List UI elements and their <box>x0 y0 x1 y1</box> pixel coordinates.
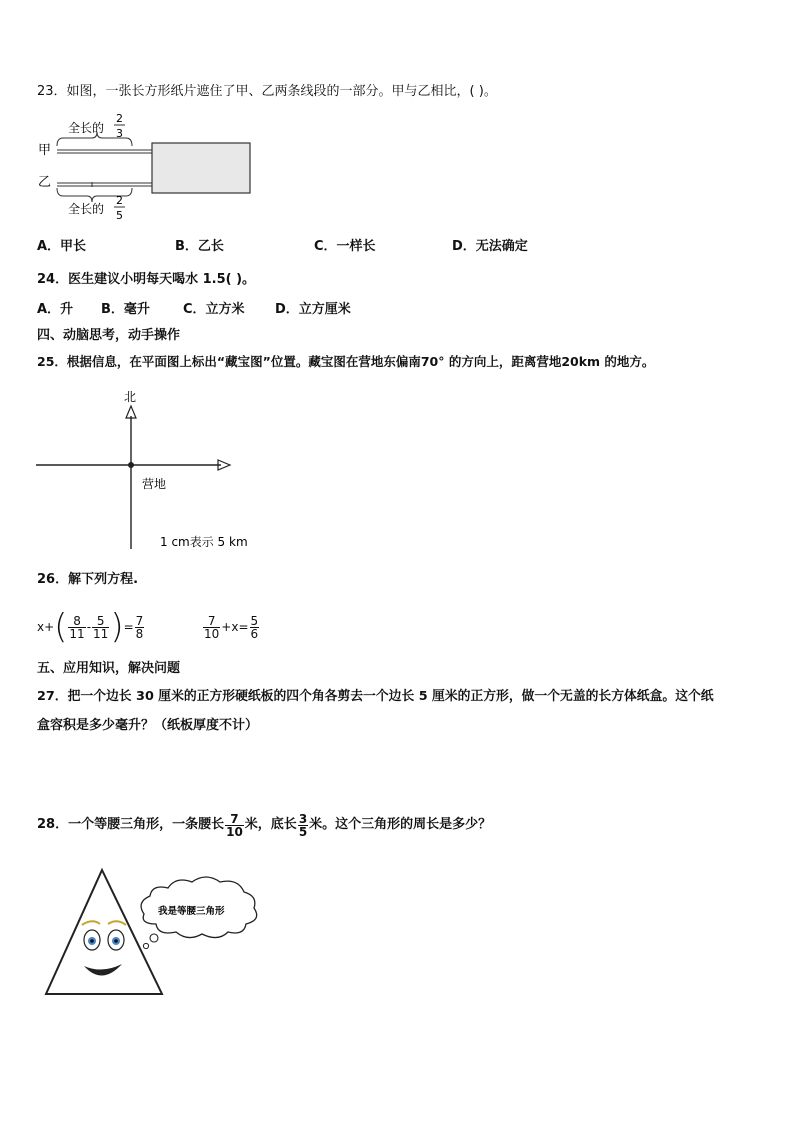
eq1-equals: = <box>123 620 134 634</box>
triangle-body <box>46 870 162 994</box>
bottom-frac-den: 5 <box>116 209 123 222</box>
q23-option-d[interactable]: D．无法确定 <box>452 239 528 254</box>
q27-line2: 盒容积是多少毫升？（纸板厚度不计） <box>37 718 259 733</box>
q28-stem <box>37 808 491 842</box>
equation-1 <box>37 608 145 646</box>
bubble-text: 我是等腰三角形 <box>158 906 225 917</box>
q24-option-d[interactable]: D．立方厘米 <box>275 302 351 317</box>
q28-suffix: 米。这个三角形的周长是多少？ <box>309 817 492 832</box>
q24-option-c[interactable]: C．立方米 <box>183 302 245 317</box>
bottom-frac-num: 2 <box>116 194 123 207</box>
q23-figure <box>30 110 270 228</box>
q28-prefix: 28．一个等腰三角形，一条腰长 <box>37 817 225 832</box>
q28-frac-leg: $\frac{7}{10}$ <box>226 811 243 839</box>
top-brace-text: 全长的 <box>68 121 105 135</box>
triangle-cartoon <box>40 862 280 1002</box>
eq1-minus: - <box>86 620 92 634</box>
eq1-frac3: $\frac{7}{8}$ <box>135 613 144 641</box>
q23-option-a[interactable]: A．甲长 <box>37 239 87 254</box>
eq1-frac1: $\frac{8}{11}$ <box>69 613 85 641</box>
equation-2 <box>202 608 260 646</box>
q24-option-a[interactable]: A．升 <box>37 302 74 317</box>
label-jia: 甲 <box>38 143 52 158</box>
eq2-frac1: $\frac{7}{10}$ <box>204 613 220 641</box>
q23-stem: 23．如图，一张长方形纸片遮住了甲、乙两条线段的一部分。甲与乙相比，( )。 <box>37 84 497 99</box>
left-paren-icon: ( <box>54 607 68 647</box>
north-label: 北 <box>124 390 137 404</box>
q24-option-b[interactable]: B．毫升 <box>101 302 150 317</box>
top-frac-num: 2 <box>116 112 123 125</box>
q23-option-c[interactable]: C．一样长 <box>314 239 376 254</box>
section-5-heading: 五、应用知识，解决问题 <box>37 661 181 676</box>
eq2-frac2: $\frac{5}{6}$ <box>250 613 259 641</box>
camp-point <box>128 462 134 468</box>
eq2-plus-x: +x= <box>221 620 249 634</box>
q28-mid: 米，底长 <box>244 817 297 832</box>
label-yi: 乙 <box>38 175 52 190</box>
q26-stem: 26．解下列方程. <box>37 572 139 587</box>
q28-frac-base: $\frac{3}{5}$ <box>298 811 308 839</box>
q27-line1: 27．把一个边长 30 厘米的正方形硬纸板的四个角各剪去一个边长 5 厘米的正方形，做一个无盖的长方体纸盒。这个纸 <box>37 689 714 704</box>
camp-label: 营地 <box>142 477 167 491</box>
right-paren-icon: ) <box>110 607 124 647</box>
scale-label: 1 cm表示 5 km <box>160 535 248 549</box>
paper-rect <box>152 143 250 193</box>
q23-option-b[interactable]: B．乙长 <box>175 239 224 254</box>
q24-stem: 24．医生建议小明每天喝水 1.5( )。 <box>37 272 256 287</box>
q25-map <box>36 388 296 553</box>
top-frac-den: 3 <box>116 127 123 140</box>
eq1-x: x+ <box>37 620 55 634</box>
q25-stem: 25．根据信息，在平面图上标出“藏宝图”位置。藏宝图在营地东偏南70° 的方向上，距离营地20km 的地方。 <box>37 354 655 369</box>
bottom-brace-text: 全长的 <box>68 202 105 216</box>
section-4-heading: 四、动脑思考，动手操作 <box>37 328 181 343</box>
eq1-frac2: $\frac{5}{11}$ <box>93 613 109 641</box>
